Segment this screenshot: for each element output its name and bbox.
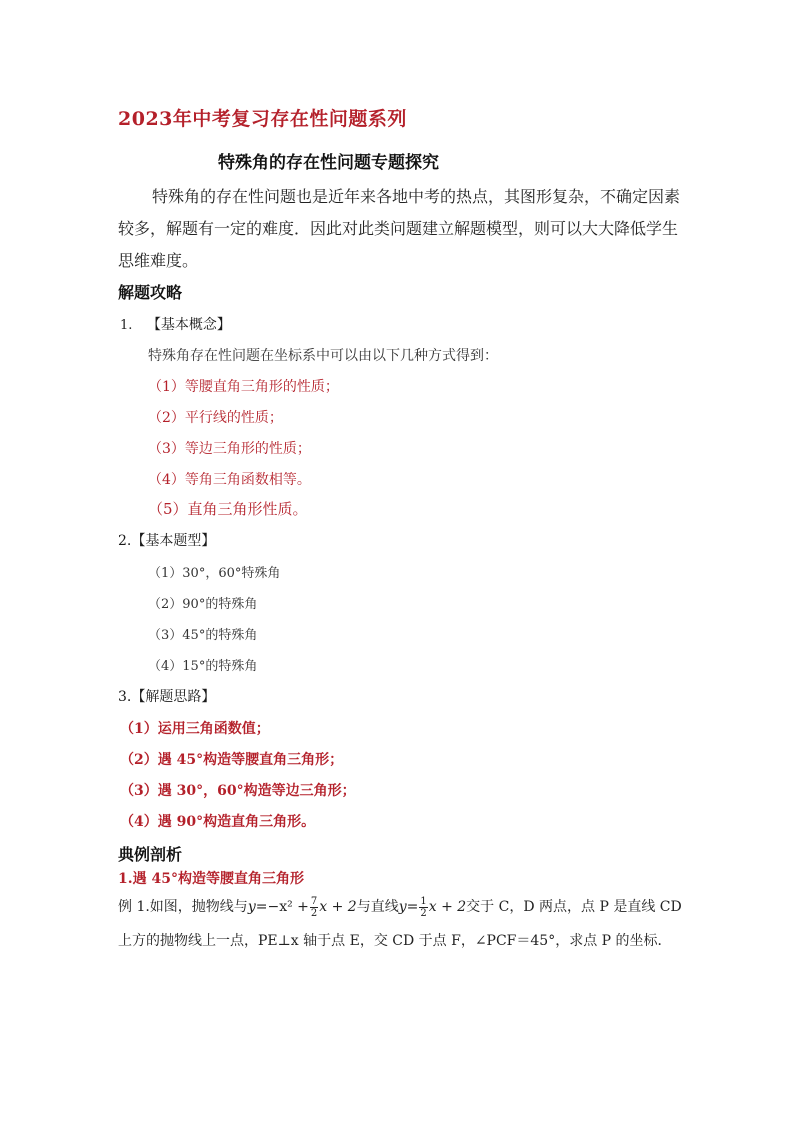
example-text: 例 1.如图，抛物线与 <box>118 899 248 915</box>
equation-var: y <box>398 899 407 915</box>
fraction-denominator: 2 <box>420 907 427 919</box>
fraction <box>310 896 318 919</box>
example-text: 与直线 <box>356 899 399 915</box>
concept-title: 【基本概念】 <box>146 317 231 333</box>
example-1-line-2: 上方的抛物线上一点，PE⊥x 轴于点 E，交 CD 于点 F，∠PCF＝45°，求点 P 的坐标． <box>118 933 672 949</box>
fraction <box>419 896 427 919</box>
equation-part: x + 2 <box>319 899 357 915</box>
idea-item: （3）遇 30°，60°构造等边三角形； <box>120 783 356 799</box>
type-item: （1）30°，60°特殊角 <box>148 566 281 581</box>
idea-item: （2）遇 45°构造等腰直角三角形； <box>120 752 344 768</box>
types-heading: 2.【基本题型】 <box>118 533 216 549</box>
example-subheading: 1.遇 45°构造等腰直角三角形 <box>118 871 304 887</box>
type-item: （4）15°的特殊角 <box>148 659 258 674</box>
equation-part: = <box>406 899 419 915</box>
ideas-heading: 3.【解题思路】 <box>118 689 216 705</box>
type-item: （2）90°的特殊角 <box>148 597 258 612</box>
section-heading-strategy: 解题攻略 <box>118 283 183 302</box>
concept-item: （3）等边三角形的性质； <box>148 441 311 457</box>
type-item: （3）45°的特殊角 <box>148 628 258 643</box>
concept-item: （1）等腰直角三角形的性质； <box>148 379 339 395</box>
concept-item: （4）等角三角函数相等。 <box>148 472 311 488</box>
fraction-denominator: 2 <box>310 907 318 919</box>
concept-heading <box>120 314 231 334</box>
concept-lead: 特殊角存在性问题在坐标系中可以由以下几种方式得到： <box>148 348 498 364</box>
equation-part: =−x² + <box>255 899 309 915</box>
section-heading-examples: 典例剖析 <box>118 845 183 864</box>
idea-item: （1）运用三角函数值； <box>120 721 270 737</box>
equation-var: y <box>247 899 256 915</box>
equation-part: x + 2 <box>428 899 467 915</box>
intro-paragraph <box>118 181 683 277</box>
example-1-line-1 <box>118 893 682 921</box>
series-title: 2023年中考复习存在性问题系列 <box>118 108 407 130</box>
concept-number: 1. <box>120 318 133 333</box>
concept-item: （2）平行线的性质； <box>148 410 283 426</box>
fraction-numerator: 7 <box>310 895 318 907</box>
intro-text: 特殊角的存在性问题也是近年来各地中考的热点，其图形复杂，不确定因素较多，解题有一定的难度．因此对此类问题建立解题模型，则可以大大降低学生思维难度。 <box>118 187 681 270</box>
fraction-numerator: 1 <box>420 895 427 907</box>
idea-item: （4）遇 90°构造直角三角形。 <box>120 814 316 830</box>
page-title: 特殊角的存在性问题专题探究 <box>218 153 439 173</box>
example-text: 交于 C，D 两点，点 P 是直线 CD <box>466 899 682 915</box>
concept-item: （5）直角三角形性质。 <box>148 500 308 518</box>
